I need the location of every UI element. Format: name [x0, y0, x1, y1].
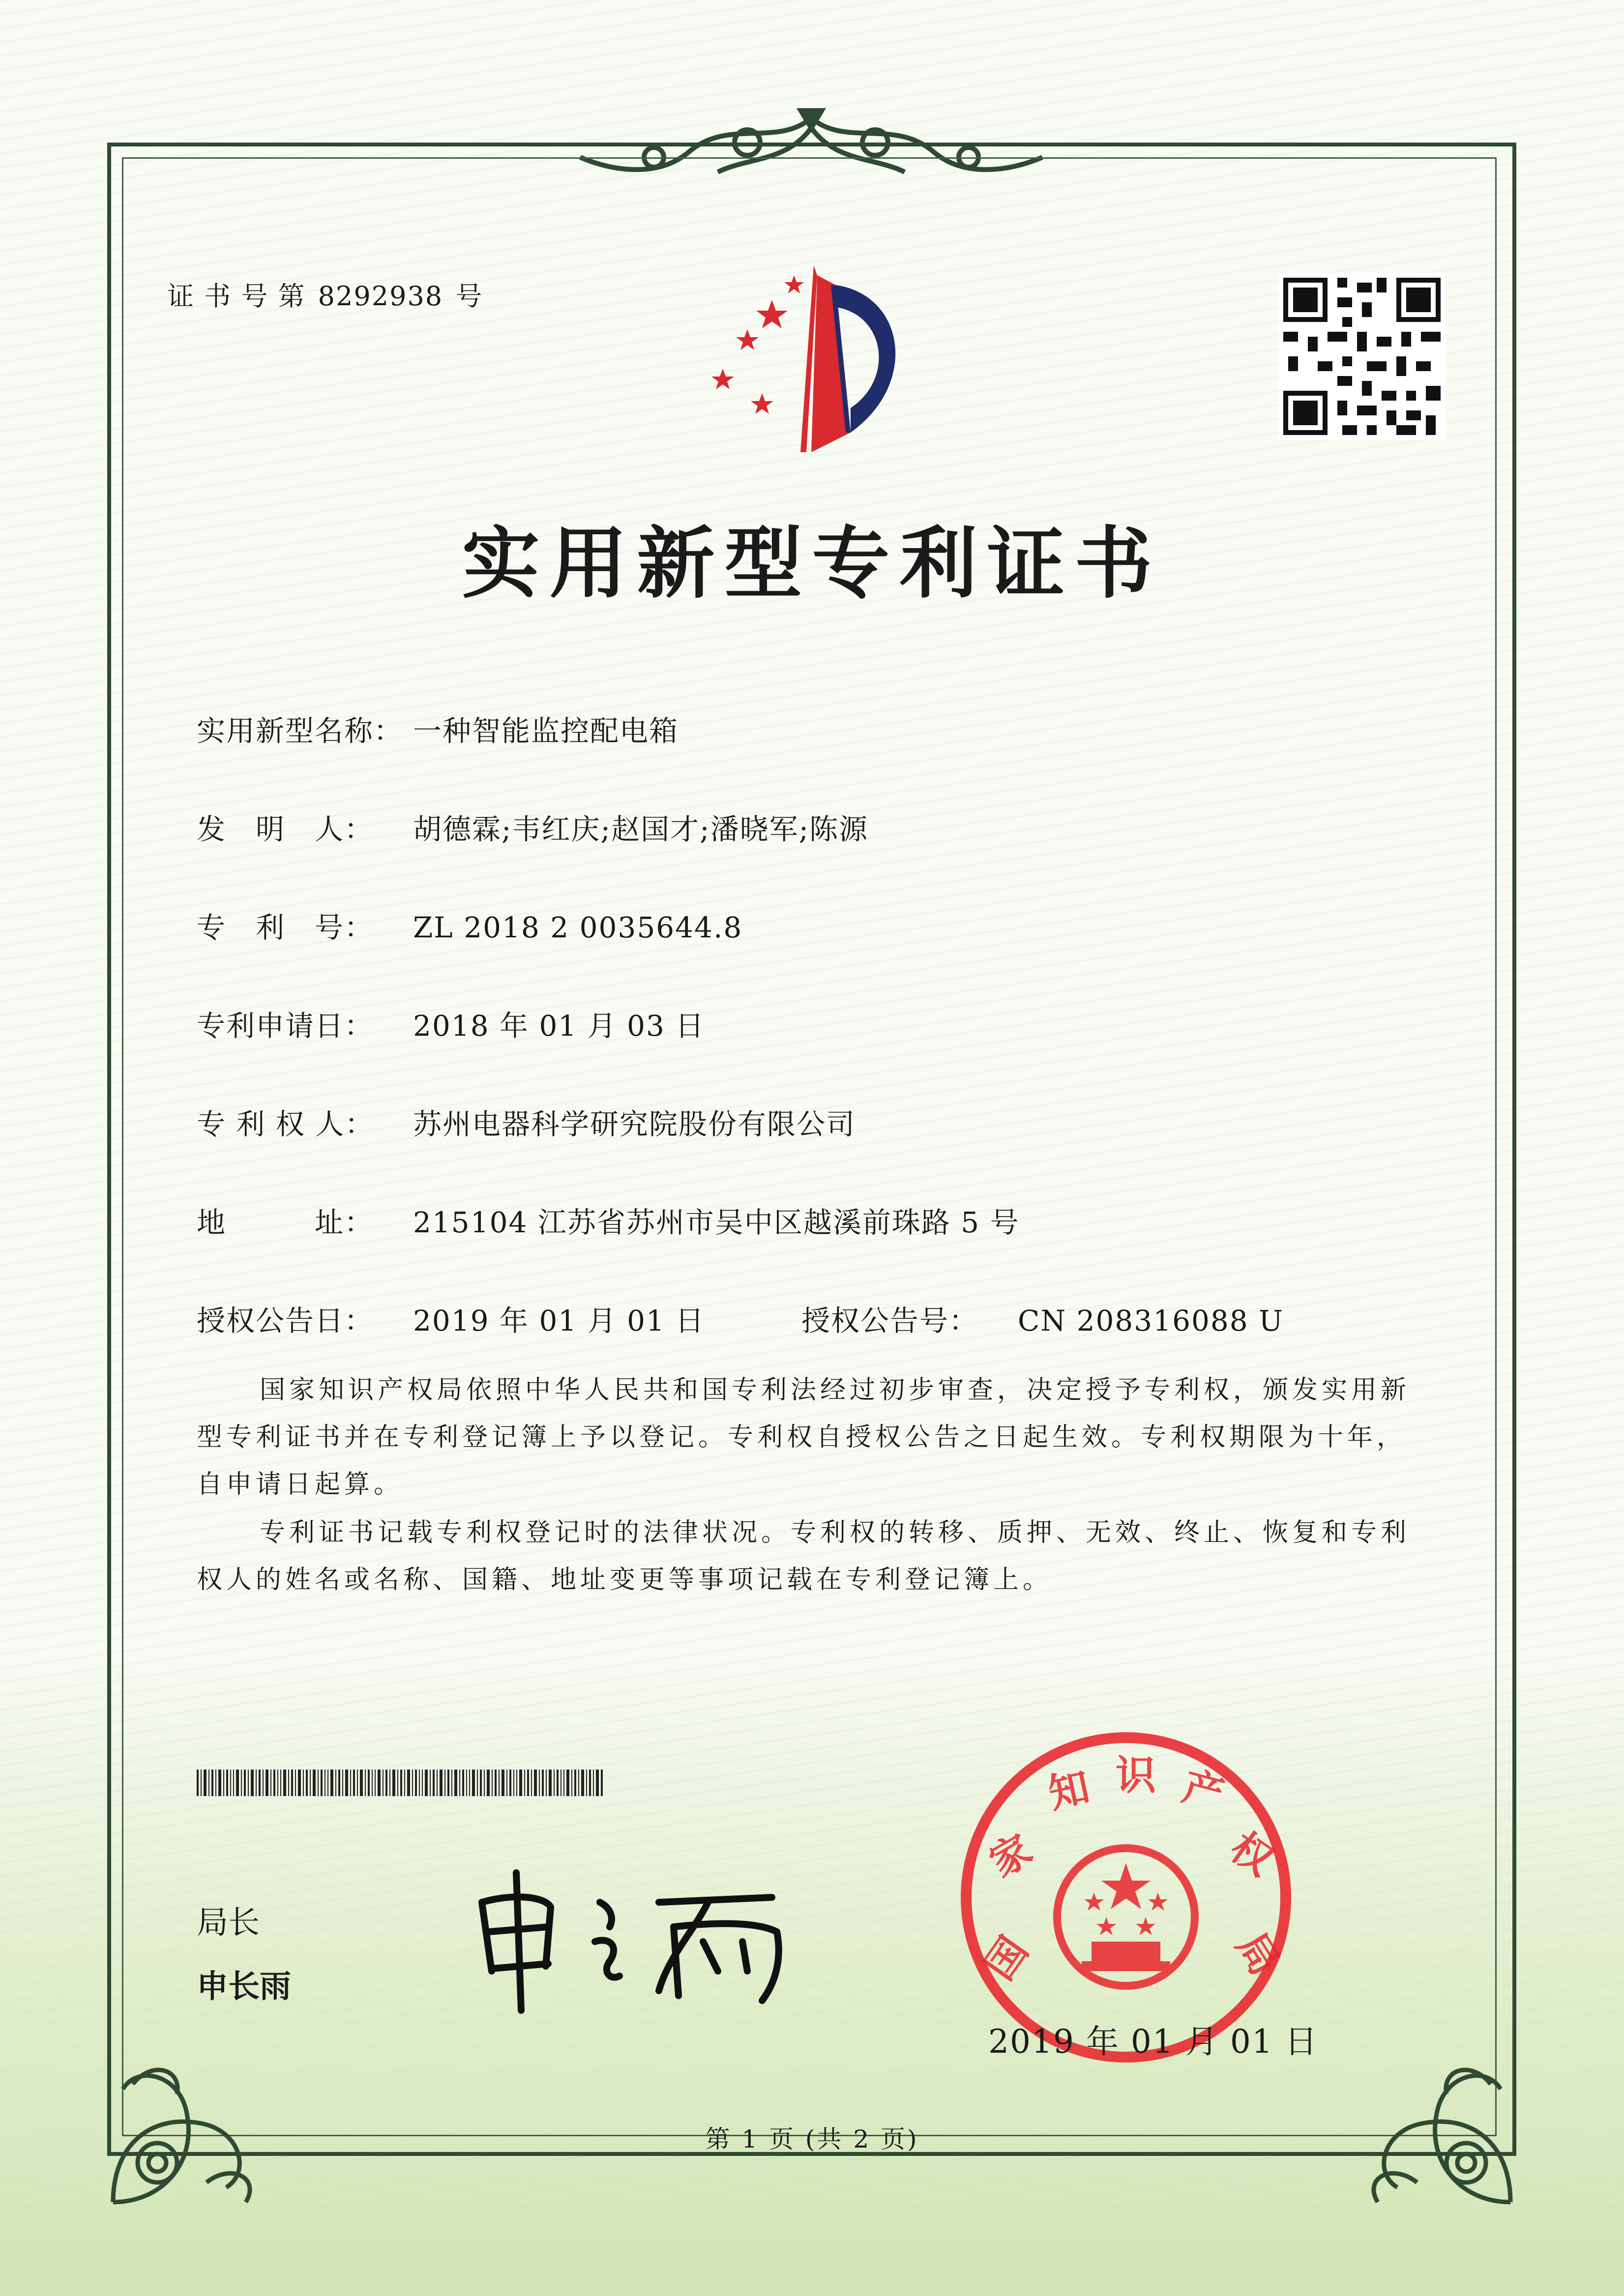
- address-row: [197, 1199, 1020, 1241]
- patent-number-label: 专 利 号：: [197, 911, 374, 944]
- certificate-number-suffix: 号: [455, 281, 483, 312]
- grant-number-label: 授权公告号：: [801, 1304, 979, 1337]
- certificate-number: [167, 275, 483, 313]
- certificate-title: 实用新型专利证书: [462, 518, 1162, 609]
- patentee-value: 苏州电器科学研究院股份有限公司: [413, 1107, 856, 1141]
- svg-text:国: 国: [976, 1928, 1037, 1989]
- grant-number-value: CN 208316088 U: [1018, 1304, 1284, 1337]
- grant-date-value: 2019 年 01 月 01 日: [413, 1304, 705, 1337]
- inventor-row: [197, 806, 868, 847]
- svg-text:局: 局: [1227, 1924, 1289, 1984]
- bottom-left-corner-ornament-icon: [84, 2015, 290, 2222]
- seal-date: 2019 年 01 月 01 日: [988, 2023, 1318, 2061]
- certificate-number-value: 8292938: [318, 281, 443, 312]
- body-paragraph-1: 国家知识产权局依照中华人民共和国专利法经过初步审查，决定授予专利权，颁发实用新型专利证书并在专利登记簿上予以登记。专利权自授权公告之日起生效。专利权期限为十年，自申请日起算。: [197, 1375, 1411, 1499]
- official-seal: [959, 1730, 1293, 2064]
- barcode-icon: [197, 1770, 605, 1796]
- inventor-value: 胡德霖;韦红庆;赵国才;潘晓军;陈源: [413, 813, 869, 846]
- address-value: 215104 江苏省苏州市吴中区越溪前珠路 5 号: [413, 1206, 1020, 1239]
- svg-text:知: 知: [1044, 1764, 1094, 1818]
- bottom-right-corner-ornament-icon: [1333, 2015, 1540, 2222]
- address-label: 地 址：: [197, 1206, 374, 1239]
- body-paragraph-2: 专利证书记载专利权登记时的法律状况。专利权的转移、质押、无效、终止、恢复和专利权人的姓名或名称、国籍、地址变更等事项记载在专利登记簿上。: [197, 1518, 1411, 1595]
- grant-date-label: 授权公告日：: [197, 1304, 374, 1337]
- certificate-number-prefix: 证 书 号 第: [167, 281, 306, 312]
- patent-number-value: ZL 2018 2 0035644.8: [413, 911, 743, 944]
- svg-text:识: 识: [1115, 1752, 1156, 1799]
- grant-number-row: [801, 1298, 1284, 1339]
- patentee-label: 专 利 权 人：: [197, 1107, 375, 1141]
- inventor-label: 发 明 人：: [197, 813, 374, 846]
- national-emblem-icon: [1057, 1848, 1195, 1986]
- filing-date-value: 2018 年 01 月 03 日: [413, 1009, 705, 1043]
- utility-model-name-row: [197, 708, 679, 749]
- utility-model-name-label: 实用新型名称：: [197, 714, 404, 748]
- patent-number-row: [197, 904, 742, 946]
- grant-date-row: [197, 1298, 705, 1339]
- utility-model-name-value: 一种智能监控配电箱: [413, 714, 679, 748]
- patentee-row: [197, 1101, 856, 1142]
- cnipa-emblem-icon: [688, 256, 944, 462]
- director-title: 局长: [197, 1905, 260, 1941]
- filing-date-row: [197, 1003, 705, 1044]
- svg-text:家: 家: [981, 1826, 1040, 1887]
- svg-text:权: 权: [1221, 1824, 1282, 1885]
- director-name: 申长雨: [197, 1969, 291, 2005]
- svg-text:产: 产: [1178, 1763, 1229, 1819]
- qr-code-icon: [1278, 273, 1446, 440]
- handwritten-signature: [462, 1858, 806, 2015]
- page-info: 第 1 页 (共 2 页): [705, 2125, 919, 2153]
- filing-date-label: 专利申请日：: [197, 1009, 374, 1043]
